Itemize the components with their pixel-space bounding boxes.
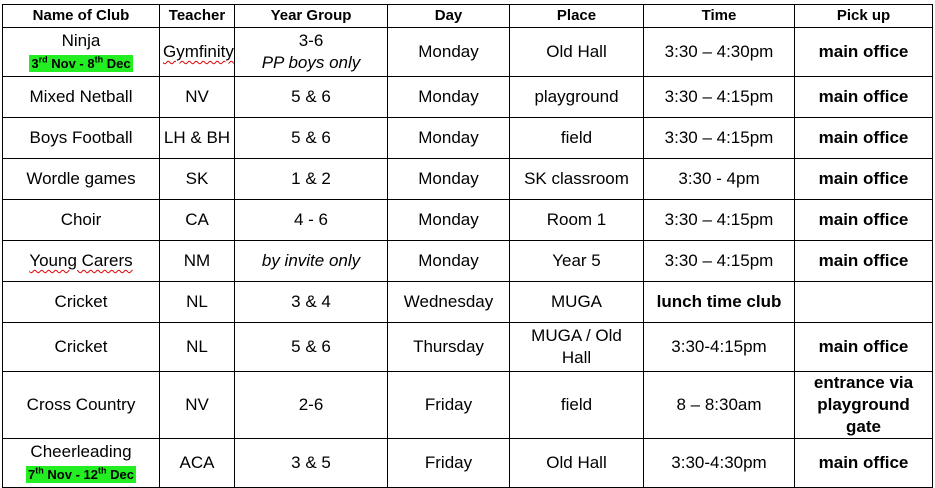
year-group-cell: 2-6 xyxy=(235,372,388,439)
club-name-cell: Cross Country xyxy=(3,372,160,439)
club-name-cell: Cricket xyxy=(3,282,160,323)
table-row xyxy=(3,200,933,241)
year-group-cell: 4 - 6 xyxy=(235,200,388,241)
table-row xyxy=(3,28,933,77)
day-cell: Monday xyxy=(388,118,510,159)
club-name: Ninja xyxy=(61,31,101,50)
header-day: Day xyxy=(388,5,510,28)
club-name-cell: Choir xyxy=(3,200,160,241)
pickup-cell: main office xyxy=(795,439,933,488)
teacher-cell: LH & BH xyxy=(160,118,235,159)
time-cell: 3:30-4:30pm xyxy=(644,439,795,488)
day-cell: Monday xyxy=(388,77,510,118)
year-group-note: PP boys only xyxy=(261,53,361,72)
place-cell: Room 1 xyxy=(510,200,644,241)
place-cell: Year 5 xyxy=(510,241,644,282)
place-cell: SK classroom xyxy=(510,159,644,200)
year-group-cell: 5 & 6 xyxy=(235,118,388,159)
day-cell: Monday xyxy=(388,159,510,200)
time-cell: 3:30 – 4:15pm xyxy=(644,241,795,282)
teacher-cell: NL xyxy=(160,282,235,323)
pickup-cell xyxy=(795,282,933,323)
time-cell: 3:30 – 4:15pm xyxy=(644,118,795,159)
teacher-cell: CA xyxy=(160,200,235,241)
teacher-name: Gymfinity xyxy=(163,42,234,61)
teacher-cell: NL xyxy=(160,323,235,372)
year-group: 3-6 xyxy=(298,31,324,50)
time-cell: 3:30 - 4pm xyxy=(644,159,795,200)
place-cell: Old Hall xyxy=(510,28,644,77)
time-cell: 8 – 8:30am xyxy=(644,372,795,439)
year-group-cell: 5 & 6 xyxy=(235,323,388,372)
header-name-of-club: Name of Club xyxy=(3,5,160,28)
year-group-cell: 3 & 5 xyxy=(235,439,388,488)
table-row xyxy=(3,282,933,323)
teacher-cell: NV xyxy=(160,77,235,118)
teacher-cell: ACA xyxy=(160,439,235,488)
place-cell: field xyxy=(510,372,644,439)
day-cell: Monday xyxy=(388,28,510,77)
pickup-cell: main office xyxy=(795,28,933,77)
day-cell: Monday xyxy=(388,200,510,241)
pickup-cell xyxy=(795,372,933,439)
table-row xyxy=(3,118,933,159)
club-name-cell xyxy=(3,28,160,77)
pickup-cell: main office xyxy=(795,159,933,200)
clubs-table xyxy=(2,4,933,488)
place-line-1: MUGA / Old xyxy=(531,326,622,345)
year-group-cell xyxy=(235,28,388,77)
time-cell: 3:30 – 4:30pm xyxy=(644,28,795,77)
table-row xyxy=(3,372,933,439)
date-range-highlight: 7th Nov - 12th Dec xyxy=(28,465,134,482)
table-row xyxy=(3,323,933,372)
year-group-cell: by invite only xyxy=(235,241,388,282)
table-row xyxy=(3,77,933,118)
club-name-cell xyxy=(3,439,160,488)
header-row xyxy=(3,5,933,28)
time-cell: 3:30 – 4:15pm xyxy=(644,77,795,118)
pickup-cell: main office xyxy=(795,118,933,159)
place-line-2: Hall xyxy=(561,348,592,367)
pickup-line-1: entrance via xyxy=(813,373,914,392)
header-pick-up: Pick up xyxy=(795,5,933,28)
table-row xyxy=(3,439,933,488)
year-group-cell: 5 & 6 xyxy=(235,77,388,118)
club-name-cell: Cricket xyxy=(3,323,160,372)
year-group-cell: 1 & 2 xyxy=(235,159,388,200)
day-cell: Friday xyxy=(388,372,510,439)
header-teacher: Teacher xyxy=(160,5,235,28)
time-cell: lunch time club xyxy=(644,282,795,323)
teacher-cell xyxy=(160,28,235,77)
place-cell: field xyxy=(510,118,644,159)
teacher-cell: NV xyxy=(160,372,235,439)
table-row xyxy=(3,159,933,200)
header-time: Time xyxy=(644,5,795,28)
pickup-cell: main office xyxy=(795,77,933,118)
club-name-cell: Wordle games xyxy=(3,159,160,200)
place-cell: MUGA xyxy=(510,282,644,323)
club-name-cell: Mixed Netball xyxy=(3,77,160,118)
teacher-cell: SK xyxy=(160,159,235,200)
pickup-line-2: playground gate xyxy=(817,395,910,436)
date-range-highlight: 3rd Nov - 8th Dec xyxy=(31,54,131,71)
club-name-cell: Boys Football xyxy=(3,118,160,159)
teacher-cell: NM xyxy=(160,241,235,282)
place-cell xyxy=(510,323,644,372)
table-row xyxy=(3,241,933,282)
header-year-group: Year Group xyxy=(235,5,388,28)
day-cell: Wednesday xyxy=(388,282,510,323)
pickup-cell: main office xyxy=(795,323,933,372)
club-name-cell xyxy=(3,241,160,282)
time-cell: 3:30-4:15pm xyxy=(644,323,795,372)
year-group-cell: 3 & 4 xyxy=(235,282,388,323)
header-place: Place xyxy=(510,5,644,28)
time-cell: 3:30 – 4:15pm xyxy=(644,200,795,241)
day-cell: Monday xyxy=(388,241,510,282)
day-cell: Thursday xyxy=(388,323,510,372)
club-name: Cheerleading xyxy=(30,442,132,461)
place-cell: Old Hall xyxy=(510,439,644,488)
club-name: Young Carers xyxy=(29,251,133,270)
day-cell: Friday xyxy=(388,439,510,488)
place-cell: playground xyxy=(510,77,644,118)
pickup-cell: main office xyxy=(795,241,933,282)
pickup-cell: main office xyxy=(795,200,933,241)
